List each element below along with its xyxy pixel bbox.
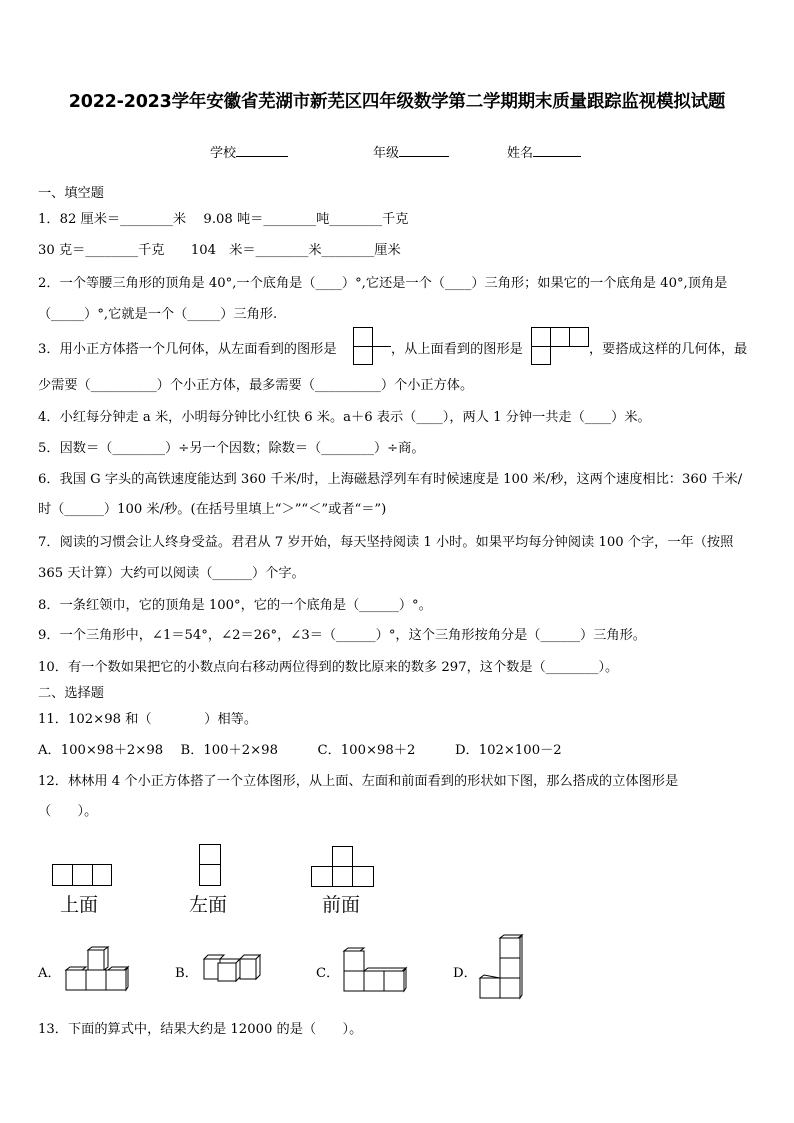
q11-stem: 11．102×98 和（ ）相等。 (38, 712, 258, 727)
q6-line1: 6．我国 G 字头的高铁速度能达到 360 千米/时，上海磁悬浮列车有时候速度是 100 米/秒，这两个速度相比：360 千米/ (38, 472, 743, 487)
q1-line1: 1．82 厘米＝________米 9.08 吨＝________吨________千克 (38, 212, 409, 227)
q3-line1-part1: 3．用小正方体搭一个几何体，从左面看到的图形是 (38, 342, 337, 357)
option-d-label: D． (453, 966, 477, 981)
left-view-figure (353, 327, 391, 365)
q10: 10．有一个数如果把它的小数点向右移动两位得到的数比原来的数多 297，这个数是（________）。 (38, 660, 619, 675)
grade-label: 年级 (373, 146, 400, 161)
q7-line1: 7．阅读的习惯会让人终身受益。君君从 7 岁开始，每天坚持阅读 1 小时。如果平均每分钟阅读 100 个字，一年（按照 (38, 535, 734, 550)
top-view-figure (531, 327, 589, 365)
page-title: 2022-2023学年安徽省芜湖市新芜区四年级数学第二学期期末质量跟踪监视模拟试题 (68, 92, 726, 112)
q2-line1: 2．一个等腰三角形的顶角是 40°,一个底角是（____）°,它还是一个（____）三角形；如果它的一个底角是 40°,顶角是 (38, 276, 728, 291)
option-c-cubes-icon[interactable] (340, 947, 412, 993)
q9: 9．一个三角形中，∠1＝54°，∠2＝26°，∠3＝（______）°，这个三角形按角分是（______）三角形。 (38, 628, 646, 643)
section-choice-heading: 二、选择题 (38, 686, 104, 701)
name-field (507, 142, 581, 161)
q3-line2: 少需要（__________）个小正方体，最多需要（__________）个小正方体。 (38, 378, 474, 393)
name-blank[interactable] (533, 142, 581, 157)
option-a-label: A． (38, 966, 61, 981)
option-b-label: B． (175, 966, 198, 981)
q12-line1: 12．林林用 4 个小正方体搭了一个立体图形，从上面、左面和前面看到的形状如下图，那么搭成的立体图形是 (38, 774, 679, 789)
q1-line2: 30 克＝________千克 104 米＝________米________厘米 (38, 243, 401, 258)
q2-line2: （_____）°,它就是一个（_____）三角形. (38, 307, 278, 322)
q3-line1-part3: ，要搭成这样的几何体，最 (589, 342, 748, 357)
q3-line1-part2: ，从上面看到的图形是 (391, 342, 523, 357)
q8: 8．一条红领巾，它的顶角是 100°，它的一个底角是（______）°。 (38, 598, 432, 613)
view-front-label: 前面 (322, 894, 361, 916)
q5: 5．因数＝（________）÷另一个因数；除数＝（________）÷商。 (38, 441, 425, 456)
school-label: 学校 (210, 146, 237, 161)
q7-line2: 365 天计算）大约可以阅读（______）个字。 (38, 566, 305, 581)
school-field (210, 142, 288, 161)
view-front-figure (311, 846, 374, 887)
option-c-label: C． (316, 966, 340, 981)
grade-field (373, 142, 449, 161)
name-label: 姓名 (507, 146, 534, 161)
option-b-cubes-icon[interactable] (202, 953, 274, 983)
section-fill-heading: 一、填空题 (38, 186, 104, 201)
grade-blank[interactable] (399, 142, 449, 157)
q11-options: A．100×98＋2×98 B．100＋2×98 C．100×98＋2 D．102×100－2 (38, 743, 562, 758)
q6-line2: 时（______）100 米/秒。(在括号里填上“＞”“＜”或者“＝”) (38, 502, 387, 517)
view-top-label: 上面 (60, 894, 99, 916)
option-d-cubes-icon[interactable] (478, 934, 530, 1000)
q12-line2: （ ）。 (38, 804, 98, 819)
q13: 13．下面的算式中，结果大约是 12000 的是（ ）。 (38, 1022, 363, 1037)
view-left-label: 左面 (189, 894, 228, 916)
view-top-figure (52, 864, 112, 886)
q4: 4．小红每分钟走 a 米，小明每分钟比小红快 6 米。a＋6 表示（____），两人 1 分钟一共走（____）米。 (38, 410, 651, 425)
school-blank[interactable] (236, 142, 288, 157)
option-a-cubes-icon[interactable] (62, 946, 130, 992)
view-left-figure (199, 844, 221, 886)
